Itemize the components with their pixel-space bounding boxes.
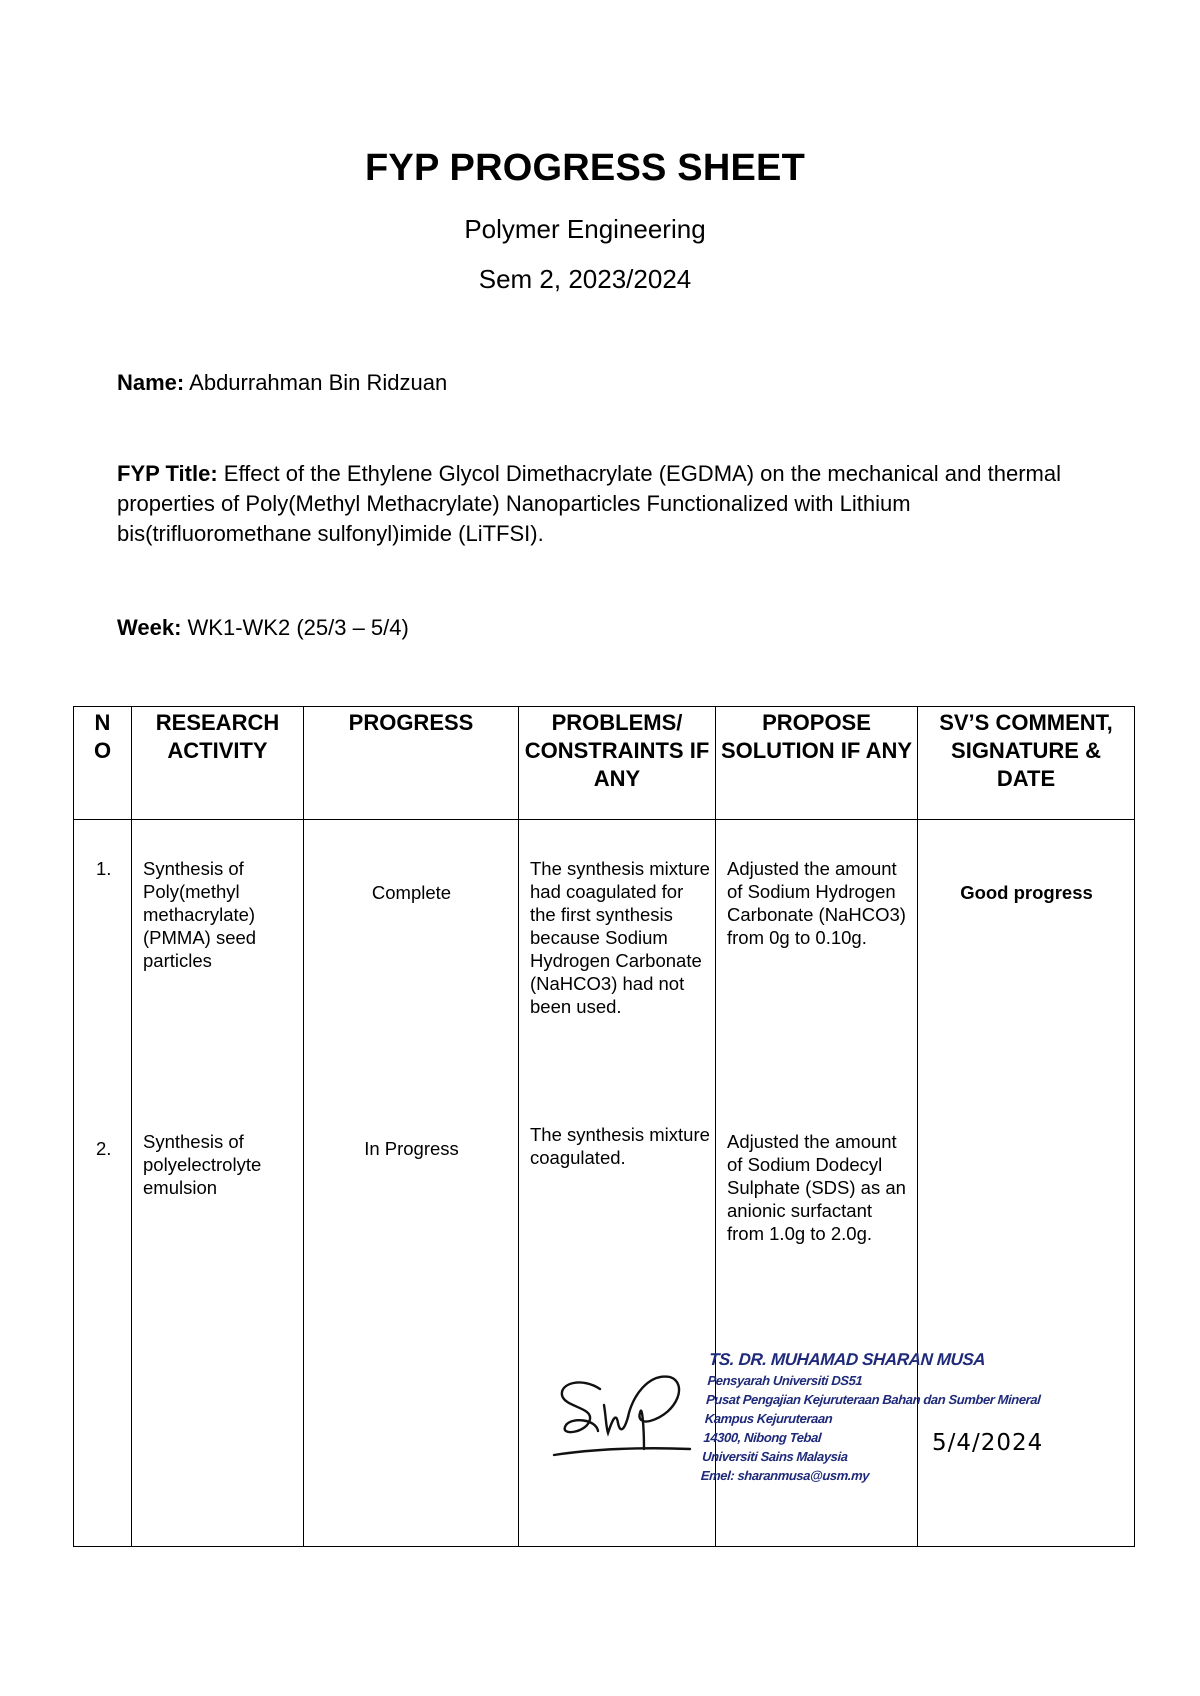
row2-activity: Synthesis of polyelectrolyte emulsion xyxy=(143,1131,262,1198)
col-progress xyxy=(304,820,519,1547)
week-label: Week: xyxy=(117,615,182,640)
official-stamp xyxy=(700,1349,1070,1485)
fyp-title-field xyxy=(117,459,1077,549)
name-label: Name: xyxy=(117,370,185,395)
row1-sv-comment: Good progress xyxy=(960,882,1093,903)
fyp-title-value: Effect of the Ethylene Glycol Dimethacrylate (EGDMA) on the mechanical and thermal properties of Poly(Methyl Methacrylate) Nanoparticles Functionalized with Lithium bis(trifluoromethane sulfonyl)imide (LiTFSI). xyxy=(117,461,1061,546)
row2-solution: Adjusted the amount of Sodium Dodecyl Sulphate (SDS) as an anionic surfactant from 1.0g to 2.0g. xyxy=(727,1131,906,1244)
header-research-activity: RESEARCH ACTIVITY xyxy=(132,707,304,820)
stamp-line-3: Kampus Kejuruteraan xyxy=(704,1411,833,1426)
row1-no: 1. xyxy=(96,858,112,879)
supervisor-signature xyxy=(552,1367,692,1467)
header-sv-comment: SV’S COMMENT, SIGNATURE & DATE xyxy=(918,707,1135,820)
name-value: Abdurrahman Bin Ridzuan xyxy=(189,370,448,395)
table-header-row xyxy=(74,707,1135,820)
header-progress: PROGRESS xyxy=(304,707,519,820)
week-value: WK1-WK2 (25/3 – 5/4) xyxy=(187,615,409,640)
header-problems: PROBLEMS/ CONSTRAINTS IF ANY xyxy=(519,707,716,820)
col-activity xyxy=(132,820,304,1547)
row2-progress: In Progress xyxy=(364,1138,459,1159)
semester-subtitle: Sem 2, 2023/2024 xyxy=(478,264,692,294)
stamp-line-1: Pensyarah Universiti DS51 xyxy=(707,1373,863,1388)
name-field xyxy=(117,368,447,398)
col-no xyxy=(74,820,132,1547)
stamp-name: TS. DR. MUHAMAD SHARAN MUSA xyxy=(708,1350,986,1369)
row2-problems: The synthesis mixture coagulated. xyxy=(530,1124,710,1168)
week-field xyxy=(117,613,409,643)
fyp-title-label: FYP Title: xyxy=(117,461,218,486)
stamp-line-5: Universiti Sains Malaysia xyxy=(701,1449,849,1464)
page-title: FYP PROGRESS SHEET xyxy=(364,147,805,189)
stamp-line-2: Pusat Pengajian Kejuruteraan Bahan dan Sumber Mineral xyxy=(705,1392,1041,1407)
row1-problems: The synthesis mixture had coagulated for the first synthesis because Sodium Hydrogen Carbonate (NaHCO3) had not been used. xyxy=(530,858,710,1017)
row1-activity: Synthesis of Poly(methyl methacrylate) (PMMA) seed particles xyxy=(143,858,257,971)
department-subtitle: Polymer Engineering xyxy=(464,214,706,244)
signature-date: 5/4/2024 xyxy=(932,1430,1044,1456)
row1-progress: Complete xyxy=(371,882,452,903)
row1-solution: Adjusted the amount of Sodium Hydrogen Carbonate (NaHCO3) from 0g to 0.10g. xyxy=(727,858,906,948)
header-no: N O xyxy=(74,707,132,820)
row2-no: 2. xyxy=(96,1138,112,1159)
stamp-line-6: Emel: sharanmusa@usm.my xyxy=(700,1468,870,1483)
stamp-line-4: 14300, Nibong Tebal xyxy=(703,1430,822,1445)
header-solution: PROPOSE SOLUTION IF ANY xyxy=(716,707,918,820)
